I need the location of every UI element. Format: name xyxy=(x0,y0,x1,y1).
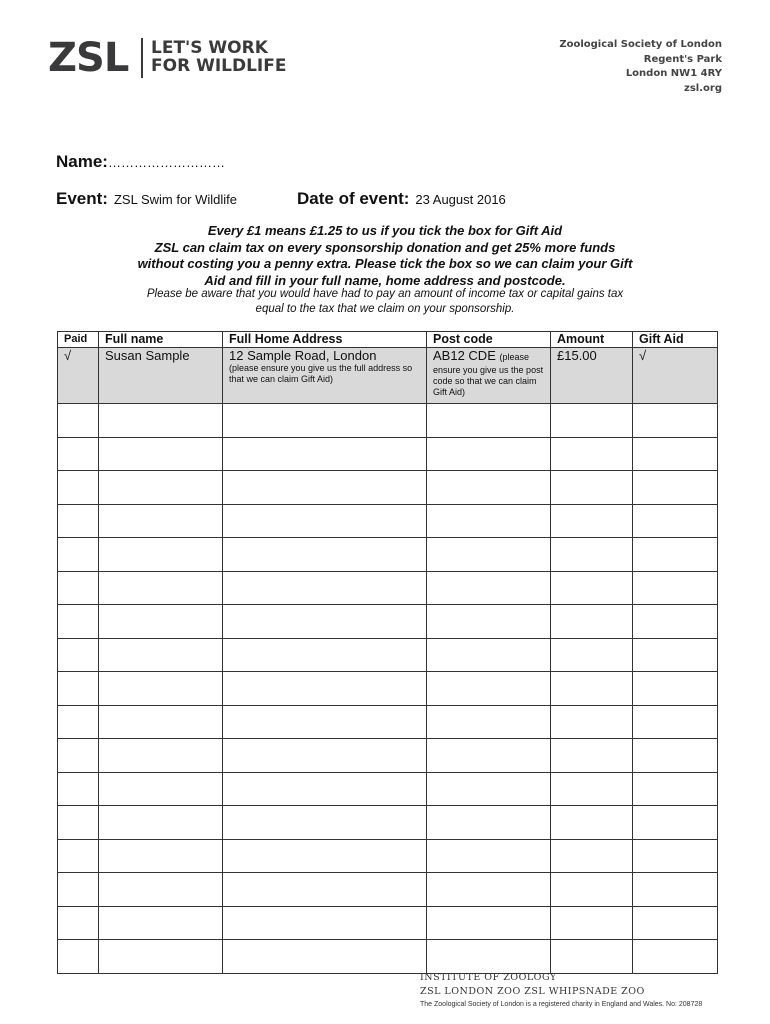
postcode-cell[interactable] xyxy=(427,538,551,572)
full-name-cell[interactable] xyxy=(99,705,223,739)
paid-cell[interactable] xyxy=(58,739,99,773)
sample-address: 12 Sample Road, London xyxy=(229,348,377,363)
table-header-row xyxy=(58,332,718,348)
tagline-line-2: FOR WILDLIFE xyxy=(151,56,287,76)
postcode-cell[interactable] xyxy=(427,772,551,806)
paid-cell[interactable] xyxy=(58,437,99,471)
event-field xyxy=(56,189,237,209)
amount-cell[interactable] xyxy=(551,571,633,605)
full-name-cell[interactable] xyxy=(99,672,223,706)
paid-cell[interactable] xyxy=(58,605,99,639)
address-cell[interactable] xyxy=(223,404,427,438)
gift-aid-cell[interactable] xyxy=(633,705,718,739)
tax-note xyxy=(100,287,670,316)
address-line: zsl.org xyxy=(684,82,722,94)
full-name-cell[interactable] xyxy=(99,839,223,873)
logo-divider xyxy=(141,38,143,78)
amount-cell[interactable] xyxy=(551,538,633,572)
name-field[interactable] xyxy=(56,152,225,172)
gift-aid-cell[interactable] xyxy=(633,404,718,438)
amount-cell[interactable] xyxy=(551,471,633,505)
postcode-cell[interactable] xyxy=(427,873,551,907)
paid-cell[interactable] xyxy=(58,504,99,538)
address-cell[interactable] xyxy=(223,504,427,538)
paid-cell[interactable] xyxy=(58,471,99,505)
table-row xyxy=(58,839,718,873)
table-row xyxy=(58,504,718,538)
gift-aid-cell[interactable] xyxy=(633,638,718,672)
full-name-cell[interactable] xyxy=(99,873,223,907)
col-header-postcode: Post code xyxy=(427,332,551,348)
address-cell[interactable] xyxy=(223,806,427,840)
paid-cell[interactable] xyxy=(58,940,99,974)
postcode-cell[interactable] xyxy=(427,404,551,438)
sample-amount: £15.00 xyxy=(551,348,633,404)
postcode-hint-start: (please xyxy=(499,352,530,362)
col-header-paid: Paid xyxy=(58,332,99,348)
date-field xyxy=(297,189,506,209)
address-cell[interactable] xyxy=(223,906,427,940)
tagline-line-1: LET'S WORK xyxy=(151,38,268,58)
table-row xyxy=(58,739,718,773)
gift-aid-cell[interactable] xyxy=(633,940,718,974)
address-cell[interactable] xyxy=(223,471,427,505)
full-name-cell[interactable] xyxy=(99,404,223,438)
amount-cell[interactable] xyxy=(551,772,633,806)
footer-zoos: ZSL LONDON ZOO ZSL WHIPSNADE ZOO xyxy=(420,986,645,997)
full-name-cell[interactable] xyxy=(99,739,223,773)
gift-aid-cell[interactable] xyxy=(633,605,718,639)
amount-cell[interactable] xyxy=(551,705,633,739)
full-name-cell[interactable] xyxy=(99,906,223,940)
address-cell[interactable] xyxy=(223,772,427,806)
gift-aid-explanation xyxy=(100,223,670,289)
event-label: Event: xyxy=(56,189,108,208)
postcode-cell[interactable] xyxy=(427,705,551,739)
gift-aid-line: ZSL can claim tax on every sponsorship donation and get 25% more funds xyxy=(154,239,616,255)
address-cell[interactable] xyxy=(223,538,427,572)
name-value[interactable]: ……………………… xyxy=(107,155,225,170)
col-header-address: Full Home Address xyxy=(223,332,427,348)
name-label: Name: xyxy=(56,152,108,171)
sponsorship-table xyxy=(57,331,718,974)
postcode-cell[interactable] xyxy=(427,906,551,940)
address-cell[interactable] xyxy=(223,672,427,706)
sample-paid-tick: √ xyxy=(58,348,99,404)
amount-cell[interactable] xyxy=(551,806,633,840)
address-line: Zoological Society of London xyxy=(559,39,722,50)
amount-cell[interactable] xyxy=(551,437,633,471)
amount-cell[interactable] xyxy=(551,906,633,940)
col-header-amount: Amount xyxy=(551,332,633,348)
amount-cell[interactable] xyxy=(551,672,633,706)
table-row xyxy=(58,638,718,672)
gift-aid-cell[interactable] xyxy=(633,538,718,572)
postcode-cell[interactable] xyxy=(427,437,551,471)
sample-postcode-cell xyxy=(427,348,551,404)
gift-aid-cell[interactable] xyxy=(633,571,718,605)
paid-cell[interactable] xyxy=(58,571,99,605)
date-label: Date of event: xyxy=(297,189,410,208)
sample-row xyxy=(58,348,718,404)
paid-cell[interactable] xyxy=(58,873,99,907)
tax-note-line: Please be aware that you would have had to pay an amount of income tax or capital gains tax xyxy=(146,288,624,300)
full-name-cell[interactable] xyxy=(99,772,223,806)
col-header-gift-aid: Gift Aid xyxy=(633,332,718,348)
table-row xyxy=(58,605,718,639)
postcode-cell[interactable] xyxy=(427,940,551,974)
address-cell[interactable] xyxy=(223,873,427,907)
table-row xyxy=(58,772,718,806)
postcode-cell[interactable] xyxy=(427,806,551,840)
address-cell[interactable] xyxy=(223,739,427,773)
gift-aid-cell[interactable] xyxy=(633,806,718,840)
gift-aid-cell[interactable] xyxy=(633,772,718,806)
postcode-cell[interactable] xyxy=(427,739,551,773)
full-name-cell[interactable] xyxy=(99,940,223,974)
footer-charity-note: The Zoological Society of London is a registered charity in England and Wales. No: 208728 xyxy=(420,1001,703,1008)
gift-aid-line: without costing you a penny extra. Please tick the box so we can claim your Gift xyxy=(137,256,633,271)
table-row xyxy=(58,940,718,974)
table-row xyxy=(58,404,718,438)
amount-cell[interactable] xyxy=(551,638,633,672)
full-name-cell[interactable] xyxy=(99,437,223,471)
sample-gift-aid-tick: √ xyxy=(633,348,718,404)
full-name-cell[interactable] xyxy=(99,806,223,840)
paid-cell[interactable] xyxy=(58,772,99,806)
full-name-cell[interactable] xyxy=(99,571,223,605)
gift-aid-cell[interactable] xyxy=(633,437,718,471)
address-cell[interactable] xyxy=(223,940,427,974)
gift-aid-cell[interactable] xyxy=(633,839,718,873)
table-row xyxy=(58,437,718,471)
paid-cell[interactable] xyxy=(58,538,99,572)
amount-cell[interactable] xyxy=(551,404,633,438)
col-header-full-name: Full name xyxy=(99,332,223,348)
organisation-address xyxy=(559,38,722,96)
postcode-cell[interactable] xyxy=(427,605,551,639)
sample-address-cell xyxy=(223,348,427,404)
gift-aid-cell[interactable] xyxy=(633,504,718,538)
paid-cell[interactable] xyxy=(58,806,99,840)
table-row xyxy=(58,873,718,907)
address-cell[interactable] xyxy=(223,437,427,471)
full-name-cell[interactable] xyxy=(99,504,223,538)
paid-cell[interactable] xyxy=(58,638,99,672)
postcode-cell[interactable] xyxy=(427,504,551,538)
amount-cell[interactable] xyxy=(551,940,633,974)
amount-cell[interactable] xyxy=(551,873,633,907)
address-cell[interactable] xyxy=(223,705,427,739)
tax-note-line: equal to the tax that we claim on your sponsorship. xyxy=(255,302,515,315)
paid-cell[interactable] xyxy=(58,404,99,438)
address-cell[interactable] xyxy=(223,839,427,873)
address-line: Regent's Park xyxy=(643,53,722,65)
postcode-cell[interactable] xyxy=(427,471,551,505)
amount-cell[interactable] xyxy=(551,839,633,873)
address-cell[interactable] xyxy=(223,605,427,639)
gift-aid-cell[interactable] xyxy=(633,471,718,505)
postcode-cell[interactable] xyxy=(427,638,551,672)
logo-tagline xyxy=(151,39,286,75)
address-cell[interactable] xyxy=(223,638,427,672)
address-hint: (please ensure you give us the full address so that we can claim Gift Aid) xyxy=(229,363,413,384)
footer-institute: INSTITUTE OF ZOOLOGY xyxy=(420,972,557,983)
postcode-cell[interactable] xyxy=(427,839,551,873)
address-cell[interactable] xyxy=(223,571,427,605)
table-row xyxy=(58,705,718,739)
gift-aid-cell[interactable] xyxy=(633,873,718,907)
gift-aid-cell[interactable] xyxy=(633,739,718,773)
date-value: 23 August 2016 xyxy=(415,192,506,207)
paid-cell[interactable] xyxy=(58,906,99,940)
amount-cell[interactable] xyxy=(551,504,633,538)
full-name-cell[interactable] xyxy=(99,605,223,639)
table-row xyxy=(58,571,718,605)
table-row xyxy=(58,672,718,706)
table-row xyxy=(58,471,718,505)
table-row xyxy=(58,806,718,840)
gift-aid-cell[interactable] xyxy=(633,672,718,706)
amount-cell[interactable] xyxy=(551,605,633,639)
paid-cell[interactable] xyxy=(58,705,99,739)
table-row xyxy=(58,906,718,940)
paid-cell[interactable] xyxy=(58,839,99,873)
event-value: ZSL Swim for Wildlife xyxy=(113,192,238,207)
postcode-cell[interactable] xyxy=(427,571,551,605)
address-line: London NW1 4RY xyxy=(625,68,722,79)
postcode-hint: ensure you give us the post code so that we can claim Gift Aid) xyxy=(433,365,544,397)
zsl-logo: ZSL xyxy=(48,35,129,81)
full-name-cell[interactable] xyxy=(99,471,223,505)
full-name-cell[interactable] xyxy=(99,638,223,672)
amount-cell[interactable] xyxy=(551,739,633,773)
sample-postcode: AB12 CDE xyxy=(433,348,496,363)
gift-aid-line: Aid and fill in your full name, home address and postcode. xyxy=(204,272,566,288)
table-row xyxy=(58,538,718,572)
full-name-cell[interactable] xyxy=(99,538,223,572)
gift-aid-line: Every £1 means £1.25 to us if you tick the box for Gift Aid xyxy=(207,223,563,238)
sample-full-name: Susan Sample xyxy=(99,348,223,404)
paid-cell[interactable] xyxy=(58,672,99,706)
gift-aid-cell[interactable] xyxy=(633,906,718,940)
postcode-cell[interactable] xyxy=(427,672,551,706)
